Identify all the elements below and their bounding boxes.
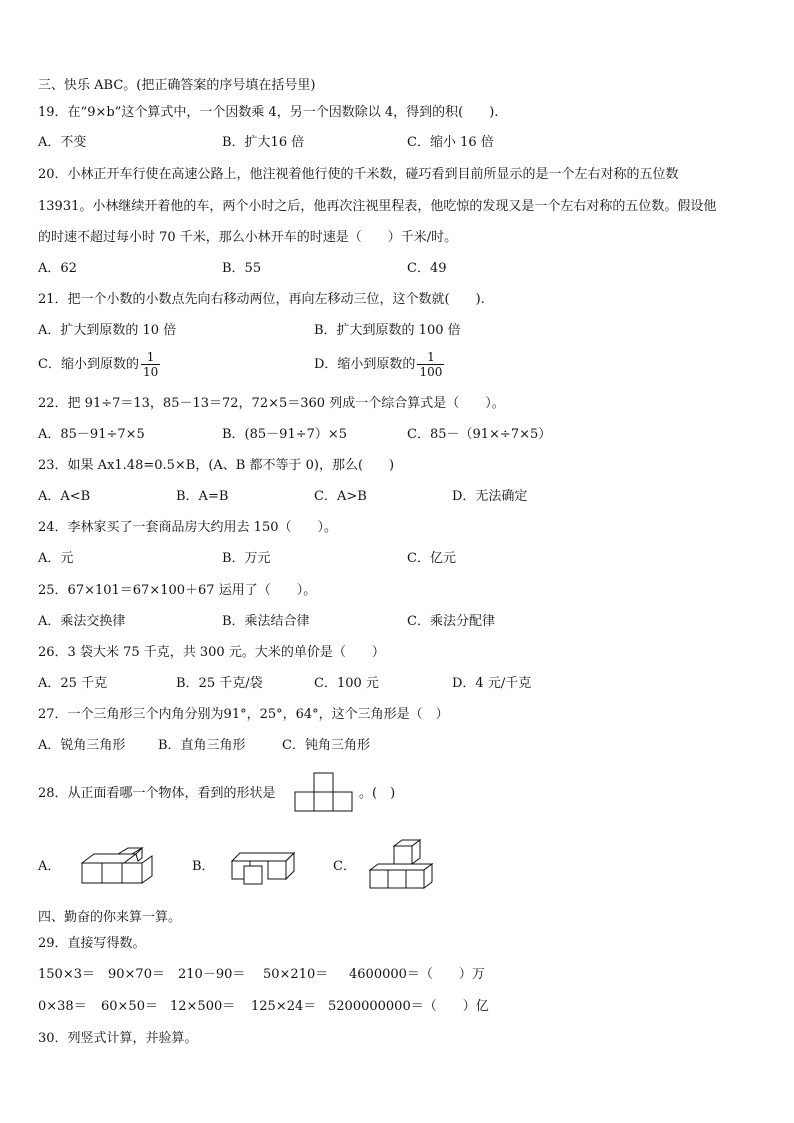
- q19-option-a[interactable]: A．不变: [38, 135, 87, 150]
- cube-top-face: [232, 853, 294, 861]
- q29-stem: 29．直接写得数。: [38, 936, 146, 951]
- cube-front-face: [102, 863, 122, 883]
- q27-option-b[interactable]: B．直角三角形: [158, 738, 246, 753]
- q24-stem: 24．李林家买了一套商品房大约用去 150（ ）。: [38, 520, 337, 535]
- q28-stem: 28．从正面看哪一个物体，看到的形状是: [38, 786, 276, 801]
- q21-option-c[interactable]: [38, 350, 160, 379]
- q19-option-b[interactable]: B．扩大16 倍: [222, 135, 305, 150]
- q25-option-b[interactable]: B．乘法结合律: [222, 614, 310, 629]
- q27-stem: 27．一个三角形三个内角分别为91°，25°，64°，这个三角形是（ ）: [38, 707, 449, 722]
- q27-option-a[interactable]: A．锐角三角形: [38, 738, 126, 753]
- fraction-denominator: 10: [142, 365, 159, 379]
- q20-option-c[interactable]: C．49: [407, 261, 447, 276]
- q25-stem: 25．67×101＝67×100＋67 运用了（ ）。: [38, 583, 317, 598]
- front-view-bottom-middle-square: [314, 792, 333, 811]
- q29-row2-item4: 125×24＝: [251, 999, 317, 1014]
- q20-stem-line2: 13931。小林继续开着他的车，两个小时之后，他再次注视里程表，他吃惊的发现又是一个左右对称的五位数。假设他: [38, 199, 717, 214]
- q29-row2-item2: 60×50＝: [101, 999, 158, 1014]
- cube-front-face: [370, 870, 388, 888]
- q29-row2-item1: 0×38＝: [38, 999, 87, 1014]
- q24-option-c[interactable]: C．亿元: [407, 551, 456, 566]
- q21-option-c-fraction: [141, 350, 160, 379]
- cube-front-face: [122, 863, 142, 883]
- q29-row1-item3: 210－90＝: [178, 967, 246, 982]
- q28-option-b-figure[interactable]: [230, 850, 305, 886]
- cube-front-face: [394, 846, 412, 864]
- q23-option-a[interactable]: A．A<B: [38, 489, 91, 504]
- cube-top-face: [82, 854, 136, 863]
- q28-option-b-label[interactable]: B．: [192, 859, 215, 874]
- front-view-bottom-left-square: [295, 792, 314, 811]
- q29-row1-item1: 150×3＝: [38, 967, 95, 982]
- q20-stem-line3: 的时速不超过每小时 70 千米，那么小林开车的时速是（ ）千米/时。: [38, 230, 458, 245]
- q22-stem: 22．把 91÷7＝13，85－13＝72，72×5＝360 列成一个综合算式是（ ）。: [38, 396, 505, 411]
- q20-option-b[interactable]: B．55: [222, 261, 262, 276]
- q21-option-b[interactable]: B．扩大到原数的 100 倍: [314, 323, 461, 338]
- q19-option-c[interactable]: C．缩小 16 倍: [407, 135, 494, 150]
- front-view-shape-figure: [295, 773, 355, 813]
- q26-option-a[interactable]: A．25 千克: [38, 676, 108, 691]
- q23-option-b[interactable]: B．A=B: [176, 489, 229, 504]
- front-view-bottom-right-square: [333, 792, 352, 811]
- cube-side-face: [142, 856, 152, 883]
- cube-front-face: [388, 870, 406, 888]
- section4-heading: 四、勤奋的你来算一算。: [38, 910, 182, 925]
- q23-option-d[interactable]: D．无法确定: [452, 489, 528, 504]
- cube-front-face: [268, 861, 286, 879]
- q23-option-c[interactable]: C．A>B: [314, 489, 367, 504]
- front-view-top-square: [314, 773, 333, 792]
- q25-option-c[interactable]: C．乘法分配律: [407, 614, 495, 629]
- q28-option-a-figure[interactable]: [80, 848, 160, 886]
- q25-option-a[interactable]: A．乘法交换律: [38, 614, 126, 629]
- q24-option-a[interactable]: A．元: [38, 551, 74, 566]
- q29-row1-item4: 50×210＝: [263, 967, 329, 982]
- q29-row2-item5: 5200000000＝（ ）亿: [328, 999, 489, 1014]
- q26-option-c[interactable]: C．100 元: [314, 676, 379, 691]
- q21-option-c-label: C．缩小到原数的: [38, 357, 139, 372]
- cube-front-face: [244, 866, 262, 884]
- q19-stem: 19．在“9×b”这个算式中，一个因数乘 4，另一个因数除以 4，得到的积( ).: [38, 105, 499, 120]
- q21-stem: 21．把一个小数的小数点先向右移动两位，再向左移动三位，这个数就( ).: [38, 292, 485, 307]
- q23-stem: 23．如果 Ax1.48=0.5×B，(A、B 都不等于 0)，那么( ): [38, 458, 395, 473]
- q20-stem-line1: 20．小林正开车行使在高速公路上，他注视着他行使的千米数，碰巧看到目前所显示的是一个左右对称的五位数: [38, 167, 679, 182]
- fraction-numerator: 1: [141, 350, 160, 365]
- fraction-numerator: 1: [417, 350, 444, 365]
- q28-option-a-label[interactable]: A．: [38, 859, 61, 874]
- section3-heading: 三、快乐 ABC。(把正确答案的序号填在括号里): [38, 78, 316, 93]
- q27-option-c[interactable]: C．钝角三角形: [282, 738, 370, 753]
- q28-stem-end: 。( ): [359, 786, 396, 801]
- q30-stem: 30．列竖式计算，并验算。: [38, 1031, 198, 1046]
- q21-option-d-label: D．缩小到原数的: [314, 357, 416, 372]
- q26-option-d[interactable]: D．4 元/千克: [452, 676, 532, 691]
- q26-option-b[interactable]: B．25 千克/袋: [176, 676, 263, 691]
- cube-top-face: [370, 864, 432, 870]
- q28-option-c-figure[interactable]: [368, 840, 443, 892]
- q21-option-d-fraction: [417, 350, 444, 379]
- q29-row1-item5: 4600000＝（ ）万: [349, 967, 485, 982]
- q22-option-a[interactable]: A．85－91÷7×5: [38, 427, 145, 442]
- q22-option-b[interactable]: B．(85－91÷7）×5: [222, 427, 348, 442]
- cube-front-face: [82, 863, 102, 883]
- q29-row2-item3: 12×500＝: [170, 999, 236, 1014]
- q24-option-b[interactable]: B．万元: [222, 551, 271, 566]
- q28-option-c-label[interactable]: C．: [333, 859, 356, 874]
- q22-option-c[interactable]: C．85－（91×÷7×5）: [407, 427, 552, 442]
- q29-row1-item2: 90×70＝: [108, 967, 165, 982]
- cube-front-face: [406, 870, 424, 888]
- q26-stem: 26．3 袋大米 75 千克，共 300 元。大米的单价是（ ）: [38, 645, 385, 660]
- q20-option-a[interactable]: A．62: [38, 261, 77, 276]
- q21-option-a[interactable]: A．扩大到原数的 10 倍: [38, 323, 177, 338]
- fraction-denominator: 100: [419, 365, 443, 379]
- q21-option-d[interactable]: [314, 350, 444, 379]
